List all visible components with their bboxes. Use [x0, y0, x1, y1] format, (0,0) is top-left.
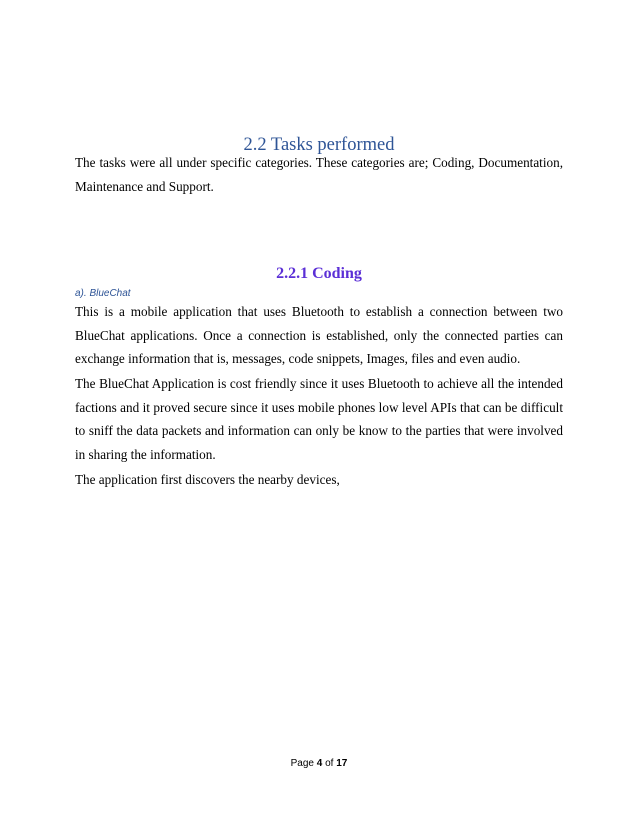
body-paragraph: The application first discovers the nearby devices, — [75, 472, 340, 487]
item-label: a). BlueChat — [75, 288, 131, 299]
subsection-heading: 2.2.1 Coding — [276, 265, 362, 282]
footer-total-pages: 17 — [336, 758, 348, 769]
footer-current-page: 4 — [316, 758, 323, 769]
footer-of-word: of — [325, 758, 334, 769]
page-footer — [0, 757, 638, 771]
section-heading: 2.2 Tasks performed — [243, 135, 395, 155]
body-paragraph: The BlueChat Application is cost friendly since it uses Bluetooth to achieve all the intended factions and it proved secure since it uses mobile phones low level APIs that can be difficult to sniff the data packets and information can only be know to the parties that were involved in sharing the information. — [75, 376, 563, 462]
footer-page-word: Page — [290, 758, 314, 769]
section-intro-paragraph: The tasks were all under specific categories. These categories are; Coding, Documentation, Maintenance and Support. — [75, 155, 563, 194]
body-paragraph: This is a mobile application that uses Bluetooth to establish a connection between two BlueChat applications. Once a connection is established, only the connected parties can exchange information that is, messages, code snippets, Images, files and even audio. — [75, 304, 563, 366]
